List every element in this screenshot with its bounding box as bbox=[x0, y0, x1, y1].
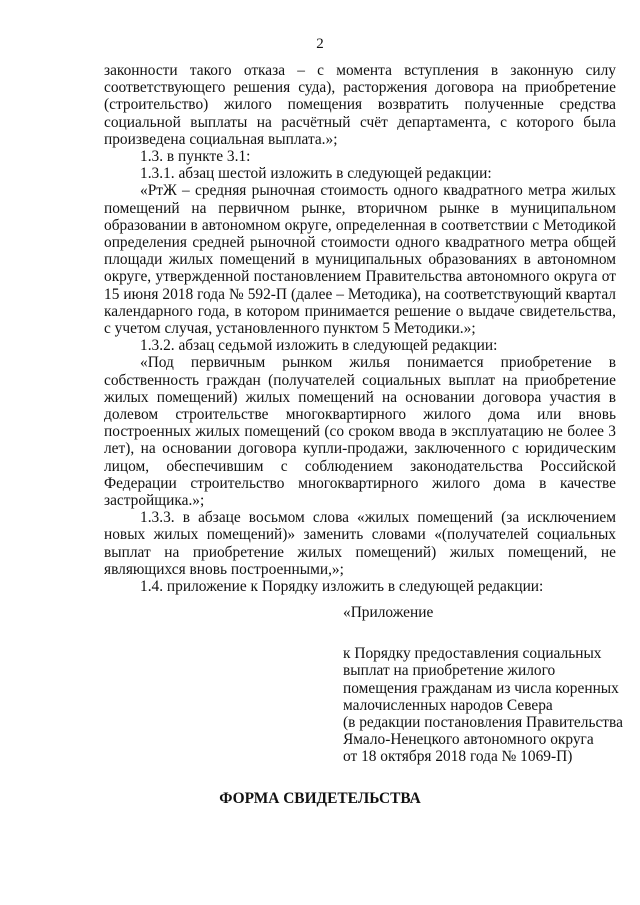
appendix-line: Ямало-Ненецкого автономного округа bbox=[343, 731, 594, 749]
appendix-line: малочисленных народов Севера bbox=[343, 696, 553, 714]
page-number: 2 bbox=[316, 36, 324, 52]
appendix-line: помещения гражданам из числа коренных bbox=[343, 679, 619, 697]
appendix-block bbox=[343, 604, 633, 766]
paragraph: 1.4. приложение к Порядку изложить в следующей редакции: bbox=[140, 578, 544, 596]
appendix-line: к Порядку предоставления социальных bbox=[343, 645, 602, 663]
paragraph: «Под первичным рынком жилья понимается приобретение в собственность граждан (получателей социальных выплат на приобретение жилых помещений) жилых помещений на основании договора участия в долевом строительстве многоквартирного жилого дома или вновь построенных жилых помещений (со сроком ввода в эксплуатацию не более 3 лет), на основании договора купли-продажи, заключенного с юридическим лицом, обеспечившим с соблюдением законодательства Российской Федерации строительство многоквартирного жилого дома в качестве застройщика.»; bbox=[104, 354, 616, 510]
paragraph: «РтЖ – средняя рыночная стоимость одного квадратного метра жилых помещений на первичном рынке, вторичном рынке в муниципальном образовании в автономном округе, определенная в соответствии с Методикой определения средней рыночной стоимости одного квадратного метра общей площади жилых помещений в муниципальных образованиях в автономном округе, утвержденной постановлением Правительства автономного округа от 15 июня 2018 года № 592-П (далее – Методика), на соответствующий квартал календарного года, в котором принимается решение о выдаче свидетельства, с учетом случая, установленного пунктом 5 Методики.»; bbox=[104, 182, 616, 338]
form-title: ФОРМА СВИДЕТЕЛЬСТВА bbox=[219, 790, 421, 807]
appendix-line: выплат на приобретение жилого bbox=[343, 662, 556, 680]
paragraph: законности такого отказа – с момента вступления в законную силу соответствующего решения суда), расторжения договора на приобретение (строительство) жилого помещения возвратить полученные средства социальной выплаты на расчётный счёт департамента, с которого была произведена социальная выплата.»; bbox=[104, 62, 616, 148]
document-body bbox=[104, 62, 616, 595]
paragraph: 1.3.3. в абзаце восьмом слова «жилых помещений (за исключением новых жилых помещений)» заменить словами «(получателей социальных выплат на приобретение жилых помещений) жилых помещений, не являющихся вновь построенными,»; bbox=[104, 509, 616, 578]
paragraph: 1.3. в пункте 3.1: bbox=[140, 148, 251, 166]
appendix-heading: «Приложение bbox=[343, 604, 434, 621]
paragraph: 1.3.2. абзац седьмой изложить в следующей редакции: bbox=[140, 337, 498, 355]
paragraph: 1.3.1. абзац шестой изложить в следующей редакции: bbox=[140, 165, 492, 183]
appendix-line: от 18 октября 2018 года № 1069-П) bbox=[343, 748, 573, 766]
appendix-line: (в редакции постановления Правительства bbox=[343, 714, 623, 732]
